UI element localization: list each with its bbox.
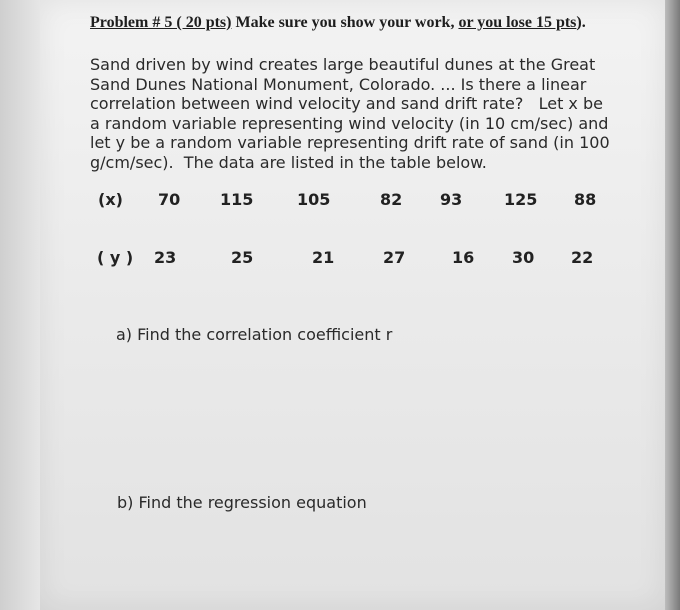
body-line: correlation between wind velocity and sand drift rate? Let x be: [90, 94, 603, 113]
x-value: 125: [504, 190, 538, 209]
question-b: b) Find the regression equation: [117, 493, 367, 512]
problem-header-end: ).: [576, 14, 586, 31]
x-row: [0, 190, 680, 212]
y-value: 16: [452, 248, 475, 267]
y-value: 21: [312, 248, 335, 267]
y-value: 25: [231, 248, 254, 267]
problem-body: [90, 55, 615, 172]
x-value: 105: [297, 190, 331, 209]
x-label: (x): [98, 190, 123, 209]
y-row: [0, 248, 680, 270]
body-line: g/cm/sec). The data are listed in the table below.: [90, 152, 487, 172]
problem-label: Problem # 5 ( 20 pts): [90, 14, 232, 31]
y-label: ( y ): [97, 248, 134, 267]
problem-instruction: Make sure you show your work,: [235, 14, 455, 31]
body-line: a random variable representing wind velocity (in 10 cm/sec) and: [90, 113, 609, 133]
y-value: 30: [512, 248, 535, 267]
problem-warning: or you lose 15 pts: [458, 14, 577, 31]
y-value: 23: [154, 248, 177, 267]
x-value: 82: [380, 190, 403, 209]
x-value: 115: [220, 190, 254, 209]
screen-left-margin: [0, 0, 40, 610]
question-a: a) Find the correlation coefficient r: [116, 325, 393, 344]
problem-header: [90, 14, 586, 32]
body-line: let y be a random variable representing drift rate of sand (in 100: [90, 133, 610, 152]
y-value: 22: [571, 248, 594, 267]
body-line: Sand Dunes National Monument, Colorado. ... Is there a linear: [90, 74, 587, 94]
y-value: 27: [383, 248, 406, 267]
body-line: Sand driven by wind creates large beautiful dunes at the Great: [90, 55, 596, 74]
x-value: 93: [440, 190, 463, 209]
x-value: 88: [574, 190, 597, 209]
screen-right-bezel: [665, 0, 680, 610]
x-value: 70: [158, 190, 181, 209]
